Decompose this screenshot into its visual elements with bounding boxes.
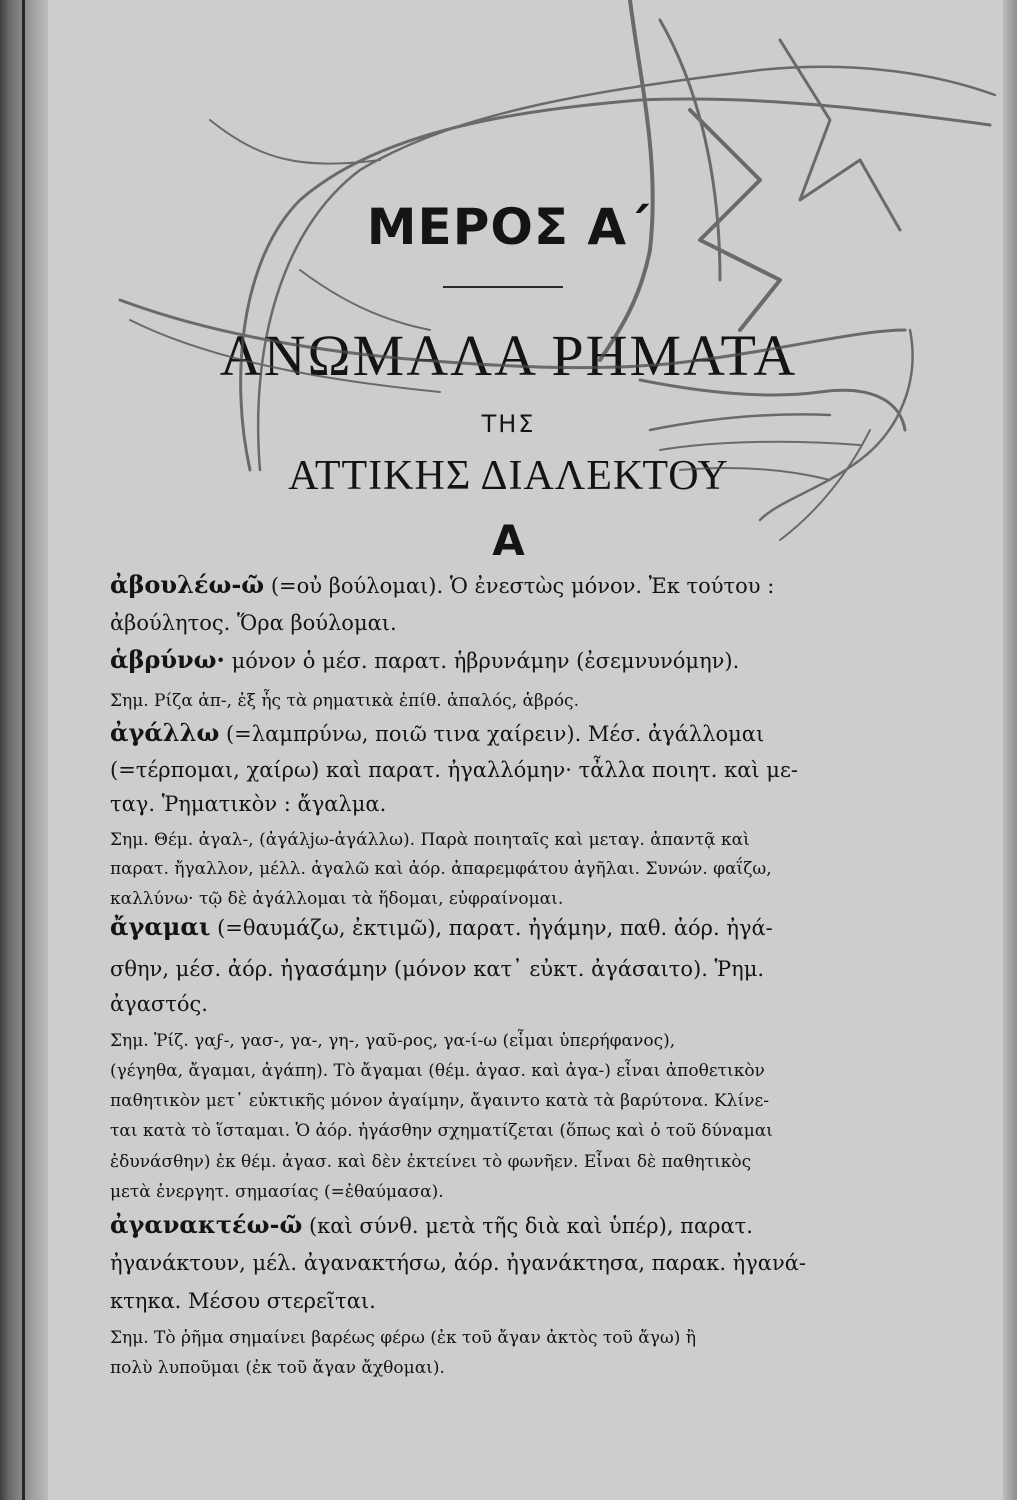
text-line [110, 1285, 920, 1316]
line-text: ἀγαστός. [110, 992, 208, 1016]
line-text: ταγ. Ῥηματικὸν : ἄγαλμα. [110, 792, 387, 816]
line-text: πολὺ λυποῦμαι (ἐκ τοῦ ἄγαν ἄχθομαι). [110, 1358, 445, 1378]
lemma: ἀβουλέω-ῶ [110, 570, 265, 599]
note-line [110, 1025, 920, 1054]
section-letter: Α [492, 516, 525, 565]
line-text: παθητικὸν μετ᾿ εὐκτικῆς μόνον ἀγαίμην, ἄγαιντο κατὰ τὰ βαρύτονα. Κλίνε- [110, 1091, 769, 1111]
text-line [110, 912, 920, 943]
line-text: κτηκα. Μέσου στερεῖται. [110, 1289, 376, 1313]
line-text: Σημ. Τὸ ῥῆμα σημαίνει βαρέως φέρω (ἐκ τοῦ ἄγαν ἀκτὸς τοῦ ἄγω) ἢ [110, 1328, 697, 1348]
line-text: σθην, μέσ. ἀόρ. ἠγασάμην (μόνον κατ᾿ εὐκτ. ἀγάσαιτο). Ῥημ. [110, 957, 765, 981]
page-title: ΑΝΩΜΑΛΑ ΡΗΜΑΤΑ [219, 323, 798, 388]
line-text: ἠγανάκτουν, μέλ. ἀγανακτήσω, ἀόρ. ἠγανάκτησα, παρακ. ἠγανά- [110, 1251, 807, 1275]
title-connector: ΤΗΣ [481, 410, 536, 438]
note-line [110, 824, 920, 853]
scribble-stroke [300, 270, 430, 330]
line-text: (=τέρπομαι, χαίρω) καὶ παρατ. ἠγαλλόμην· τἆλλα ποιητ. καὶ με- [110, 758, 798, 782]
lemma: ἀγάλλω [110, 718, 220, 747]
note-line [110, 1322, 920, 1351]
text-line [110, 788, 920, 819]
text-line [110, 607, 920, 638]
text-line [110, 1210, 920, 1241]
line-text: ται κατὰ τὸ ἵσταμαι. Ὁ ἀόρ. ἠγάσθην σχηματίζεται (ὅπως καὶ ὁ τοῦ δύναμαι [110, 1121, 773, 1141]
text-line [110, 754, 920, 785]
text-line [110, 645, 920, 676]
text-line [110, 988, 920, 1019]
note-line [110, 853, 920, 882]
line-text: (=θαυμάζω, ἐκτιμῶ), παρατ. ἠγάμην, παθ. ἀόρ. ἠγά- [210, 916, 773, 940]
line-text: (=λαμπρύνω, ποιῶ τινα χαίρειν). Μέσ. ἀγάλλομαι [219, 722, 765, 746]
line-text: (καὶ σύνθ. μετὰ τῆς διὰ καὶ ὑπέρ), παρατ. [302, 1214, 753, 1238]
note-line [110, 1352, 920, 1381]
text-line [110, 718, 920, 749]
line-text: μόνον ὁ μέσ. παρατ. ἡβρυνάμην (ἐσεμνυνόμην). [224, 649, 740, 673]
note-line [110, 685, 920, 714]
line-text: παρατ. ἤγαλλον, μέλλ. ἀγαλῶ καὶ ἀόρ. ἀπαρεμφάτου ἀγῆλαι. Συνών. φαΐζω, [110, 859, 772, 879]
note-line [110, 1055, 920, 1084]
scribble-stroke [660, 442, 860, 450]
note-line [110, 1115, 920, 1144]
note-line [110, 883, 920, 912]
lemma: ἀγανακτέω-ῶ [110, 1210, 303, 1239]
text-line [110, 953, 920, 984]
part-heading: ΜΕΡΟΣ Α΄ [366, 198, 651, 256]
text-line [110, 1247, 920, 1278]
line-text: Σημ. Ρίζα ἀπ-, ἐξ ἧς τὰ ρηματικὰ ἐπίθ. ἁπαλός, ἁβρός. [110, 691, 579, 711]
note-line [110, 1176, 920, 1205]
scribble-stroke [210, 120, 380, 164]
note-line [110, 1085, 920, 1114]
lemma: ἁβρύνω· [110, 645, 225, 674]
line-text: καλλύνω· τῷ δὲ ἀγάλλομαι τὰ ἥδομαι, εὐφραίνομαι. [110, 889, 564, 909]
line-text: ἀβούλητος. Ὅρα βούλομαι. [110, 611, 397, 635]
lemma: ἄγαμαι [110, 912, 211, 941]
line-text: Σημ. Ῥίζ. γαϝ-, γασ-, γα-, γη-, γαῦ-ρος, γα-ί-ω (εἶμαι ὑπερήφανος), [110, 1031, 676, 1051]
line-text: Σημ. Θέμ. ἀγαλ-, (ἀγάλjω-ἀγάλλω). Παρὰ ποιηταῖς καὶ μεταγ. ἀπαντᾷ καὶ [110, 830, 750, 850]
note-line [110, 1146, 920, 1175]
title-dialect: ΑΤΤΙΚΗΣ ΔΙΑΛΕΚΤΟΥ [288, 453, 729, 499]
text-line [110, 570, 920, 601]
heading-rule [443, 286, 563, 288]
line-text: (γέγηθα, ἄγαμαι, ἀγάπη). Τὸ ἄγαμαι (θέμ. ἀγασ. καὶ ἀγα-) εἶναι ἀποθετικὸν [110, 1061, 765, 1081]
line-text: (=οὐ βούλομαι). Ὁ ἐνεστὼς μόνον. Ἐκ τούτου : [264, 574, 775, 598]
line-text: μετὰ ἐνεργητ. σημασίας (=ἐθαύμασα). [110, 1182, 444, 1202]
line-text: ἐδυνάσθην) ἐκ θέμ. ἀγασ. καὶ δὲν ἐκτείνει τὸ φωνῆεν. Εἶναι δὲ παθητικὸς [110, 1152, 752, 1172]
scribble-stroke [600, 0, 653, 360]
